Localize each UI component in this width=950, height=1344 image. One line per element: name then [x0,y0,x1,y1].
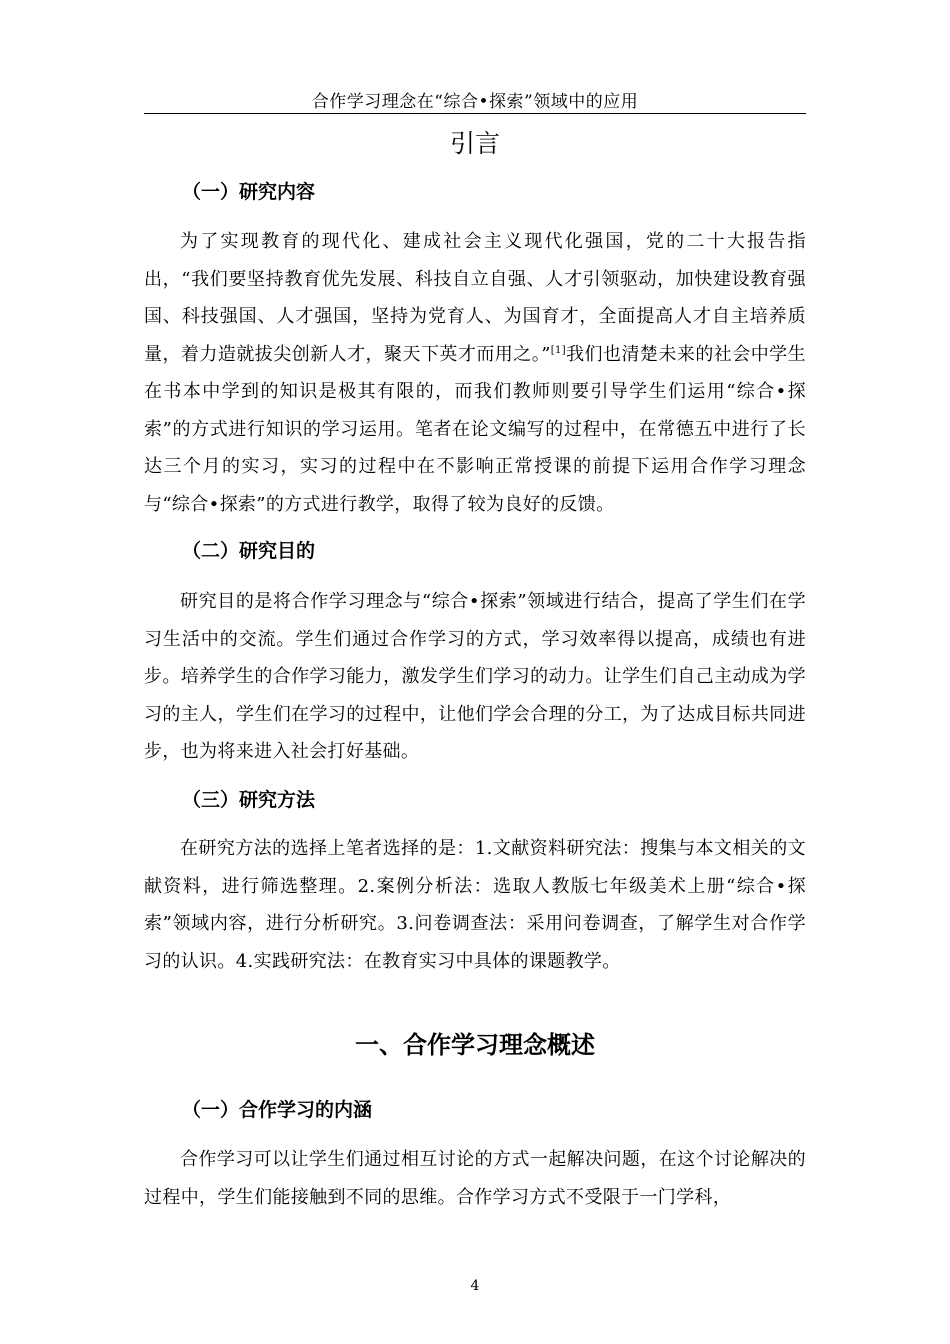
section-heading-cooperative-learning-meaning: （一）合作学习的内涵 [182,1099,373,1121]
running-header: 合作学习理念在“综合•探索”领域中的应用 [311,92,639,112]
page-number: 4 [470,1278,480,1294]
chapter-title: 一、合作学习理念概述 [355,1031,595,1059]
header-rule [144,113,806,114]
section-heading-research-purpose: （二）研究目的 [182,540,316,562]
paragraph-research-content [144,223,806,523]
paragraph-research-method: 在研究方法的选择上笔者选择的是：1.文献资料研究法：搜集与本文相关的文献资料，进行筛选整理。2.案例分析法：选取人教版七年级美术上册“综合•探索”领域内容，进行分析研究。3.问卷调查法：采用问卷调查，了解学生对合作学习的认识。4.实践研究法：在教育实习中具体的课题教学。 [144,838,806,972]
section-heading-research-content: （一）研究内容 [182,181,316,203]
paragraph-text: 我们也清楚未来的社会中学生在书本中学到的知识是极其有限的，而我们教师则要引导学生们运用“综合•探索”的方式进行知识的学习运用。笔者在论文编写的过程中，在常德五中进行了长达三个月的实习，实习的过程中在不影响正常授课的前提下运用合作学习理念与“综合•探索”的方式进行教学，取得了较为良好的反馈。 [144,343,806,515]
paragraph-cooperative-learning-meaning: 合作学习可以让学生们通过相互讨论的方式一起解决问题，在这个讨论解决的过程中，学生们能接触到不同的思维。合作学习方式不受限于一门学科， [144,1149,806,1208]
paragraph-text: 为了实现教育的现代化、建成社会主义现代化强国，党的二十大报告指出，“我们要坚持教育优先发展、科技自立自强、人才引领驱动，加快建设教育强国、科技强国、人才强国，坚持为党育人、为国育才，全面提高人才自主培养质量，着力造就拔尖创新人才，聚天下英才而用之。” [144,231,806,365]
intro-title: 引言 [449,129,500,158]
paragraph-research-purpose: 研究目的是将合作学习理念与“综合•探索”领域进行结合，提高了学生们在学习生活中的交流。学生们通过合作学习的方式，学习效率得以提高，成绩也有进步。培养学生的合作学习能力，激发学生们学习的动力。让学生们自己主动成为学习的主人，学生们在学习的过程中，让他们学会合理的分工，为了达成目标共同进步，也为将来进入社会打好基础。 [144,591,806,762]
section-heading-research-method: （三）研究方法 [182,789,316,811]
citation-mark: [1] [550,344,566,356]
